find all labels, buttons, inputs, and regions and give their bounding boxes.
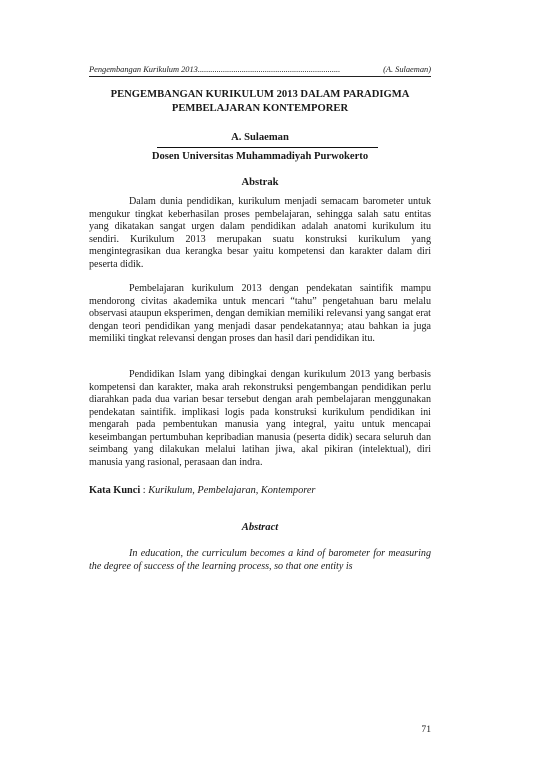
keywords-line: [89, 485, 431, 496]
abstrak-paragraph-2: Pembelajaran kurikulum 2013 dengan pendekatan saintifik mampu mendorong civitas akademika untuk mencari “tahu” pengetahuan baru melalu observasi ataupun eksperimen, dengan demikian memiliki relevansi yang sangat erat dengan teori pendidikan yang menjadi dasar pendekatannya; atau bahkan ia juga memiliki tingkat relevansi dengan proses dan hasil dari pendidikan itu.: [89, 283, 431, 345]
running-head-right: (A. Sulaeman): [383, 65, 431, 74]
running-head: [89, 65, 431, 77]
abstract-heading: Abstract: [241, 522, 279, 533]
abstrak-heading: Abstrak: [241, 177, 279, 188]
author-affiliation: Dosen Universitas Muhammadiyah Purwokerto: [151, 151, 369, 162]
abstrak-paragraph-3: Pendidikan Islam yang dibingkai dengan kurikulum 2013 yang berbasis kompetensi dan karakter, maka arah rekonstruksi pengembangan pendidikan perlu diarahkan pada dua varian besar tersebut dengan arah pembelajaran menggunakan pendekatan saintifik. implikasi logis pada konstruksi kurikulum pendidikan ini mengarah pada pembentukan manusia yang integral, yaitu untuk mencapai keseimbangan pertumbuhan kepribadian manusia (peserta didik) secara seluruh dan seimbang yang dilakukan melalui latihan jiwa, akal pikiran (intelektual), diri manusia yang rasional, perasaan dan indra.: [89, 369, 431, 468]
keywords-label: Kata Kunci: [89, 485, 141, 496]
paper-title: PENGEMBANGAN KURIKULUM 2013 DALAM PARADIGMA PEMBELAJARAN KONTEMPORER: [110, 89, 410, 114]
author-underline: [157, 147, 378, 148]
author-name: A. Sulaeman: [231, 132, 289, 143]
abstract-paragraph: In education, the curriculum becomes a kind of barometer for measuring the degree of success of the learning process, so that one entity is: [89, 548, 431, 572]
running-head-left: Pengembangan Kurikulum 2013....................................................................: [89, 65, 341, 74]
abstrak-paragraph-1: Dalam dunia pendidikan, kurikulum menjadi semacam barometer untuk mengukur tingkat keberhasilan proses pembelajaran, sehingga salah satu entitas yang dikatakan sangat urgen dalam pendidikan adalah anatomi kurikulum itu sendiri. Kurikulum 2013 merupakan suatu konstruksi kurikulum yang mengintegrasikan dua kerangka besar yaitu kompetensi dan karakter dalam diri peserta didik.: [89, 196, 431, 270]
keywords-separator: :: [140, 485, 149, 496]
keywords-values: Kurikulum, Pembelajaran, Kontemporer: [148, 485, 316, 496]
page-number: 71: [421, 724, 431, 735]
